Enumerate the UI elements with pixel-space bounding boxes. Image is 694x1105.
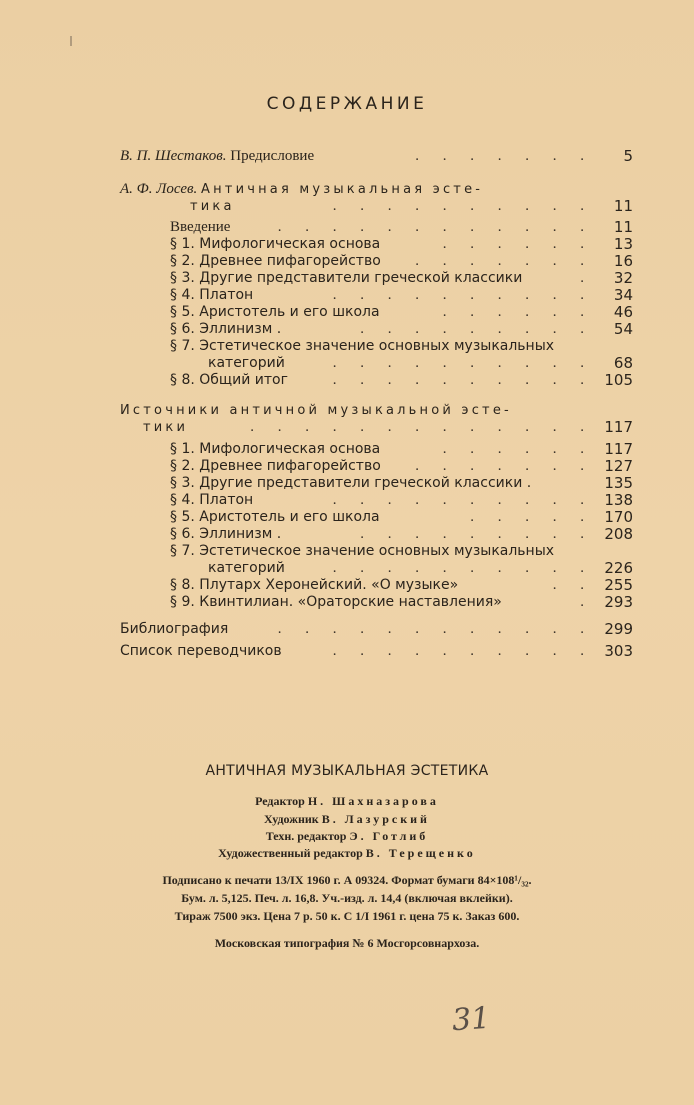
- part1-author: А. Ф. Лосев.: [120, 181, 198, 197]
- preface-author: В. П. Шестаков.: [120, 148, 227, 164]
- toc-entry-translators: Список переводчиков . . . . . . . . . . 303: [120, 642, 633, 660]
- imprint-print-line: Тираж 7500 экз. Цена 7 р. 50 к. С 1/I 1961 г. цена 75 к. Заказ 600.: [174, 909, 520, 923]
- imprint-print-line: Подписано к печати 13/IX 1960 г. А 09324. Формат бумаги 84×108¹/₃₂.: [162, 873, 532, 887]
- page-number: 5: [623, 147, 633, 165]
- leader-dots: . . . . . . . . . .: [332, 198, 594, 214]
- toc-entry-part2-heading: [0, 402, 694, 419]
- toc-entry-part2-heading-cont: тики . . . . . . . . . . . . . 117: [143, 418, 633, 436]
- imprint-credit: Художник В. Лазурский: [264, 812, 430, 826]
- toc-entry: § 7. Эстетическое значение основных музыкальных: [170, 338, 555, 354]
- toc-entry: § 6. Эллинизм . . . . . . . . . . 208: [170, 525, 633, 543]
- toc-entry: § 6. Эллинизм . . . . . . . . . . 54: [170, 320, 633, 338]
- toc-entry-preface: [0, 148, 694, 165]
- toc-entry: § 1. Мифологическая основа . . . . . . 117: [170, 440, 633, 458]
- imprint-credit: Техн. редактор Э. Готлиб: [265, 829, 429, 843]
- handwritten-page-mark: 31: [450, 1000, 492, 1039]
- toc-entry-part1-heading-cont: [0, 198, 694, 215]
- toc-entry: § 2. Древнее пифагорейство . . . . . . . 127: [170, 457, 633, 475]
- part2-title-line2: тики: [143, 420, 189, 435]
- toc-entry: § 1. Мифологическая основа . . . . . . 13: [170, 235, 633, 253]
- toc-entry: § 2. Древнее пифагорейство . . . . . . . 16: [170, 252, 633, 270]
- toc-entry: § 4. Платон . . . . . . . . . . 34: [170, 286, 633, 304]
- imprint-print-line: Бум. л. 5,125. Печ. л. 16,8. Уч.-изд. л. 14,4 (включая вклейки).: [181, 891, 513, 905]
- toc-entry-cont: категорий . . . . . . . . . . 226: [208, 559, 633, 577]
- toc-entry: § 5. Аристотель и его школа . . . . . 170: [170, 508, 633, 526]
- imprint-printer: Московская типография № 6 Мосгорсовнархоза.: [214, 936, 480, 950]
- toc-entry-bibliography: Библиография . . . . . . . . . . . . 299: [120, 620, 633, 638]
- toc-entry: § 7. Эстетическое значение основных музыкальных: [170, 543, 555, 559]
- toc-entry: § 9. Квинтилиан. «Ораторские наставления» . 293: [170, 593, 633, 611]
- toc-entry: Введение . . . . . . . . . . . . 11: [170, 218, 633, 236]
- page-number: 11: [613, 197, 633, 215]
- imprint-book-title: АНТИЧНАЯ МУЗЫКАЛЬНАЯ ЭСТЕТИКА: [205, 763, 489, 779]
- toc-entry: § 3. Другие представители греческой классики . 32: [170, 269, 633, 287]
- toc-entry: § 8. Плутарх Херонейский. «О музыке» . . 255: [170, 576, 633, 594]
- contents-title: СОДЕРЖАНИЕ: [266, 94, 428, 114]
- paper-speck: [70, 36, 72, 46]
- toc-entry-part1-heading: [0, 181, 694, 198]
- part1-title-line2: тика: [190, 199, 235, 214]
- toc-entry: § 4. Платон . . . . . . . . . . 138: [170, 491, 633, 509]
- preface-label: Предисловие: [230, 148, 315, 164]
- part2-title-line1: Источники античной музыкальной эсте-: [120, 403, 512, 418]
- part1-title-line1: Античная музыкальная эсте-: [201, 182, 484, 197]
- imprint-credit: Художественный редактор В. Терещенко: [218, 846, 476, 860]
- toc-entry: § 5. Аристотель и его школа . . . . . . 46: [170, 303, 633, 321]
- toc-entry: § 3. Другие представители греческой классики . 135: [170, 474, 633, 492]
- toc-entry: § 8. Общий итог . . . . . . . . . . 105: [170, 371, 633, 389]
- imprint-credit: Редактор Н. Шахназарова: [255, 794, 439, 808]
- leader-dots: . . . . . . .: [415, 148, 594, 164]
- toc-entry-cont: категорий . . . . . . . . . . 68: [208, 354, 633, 372]
